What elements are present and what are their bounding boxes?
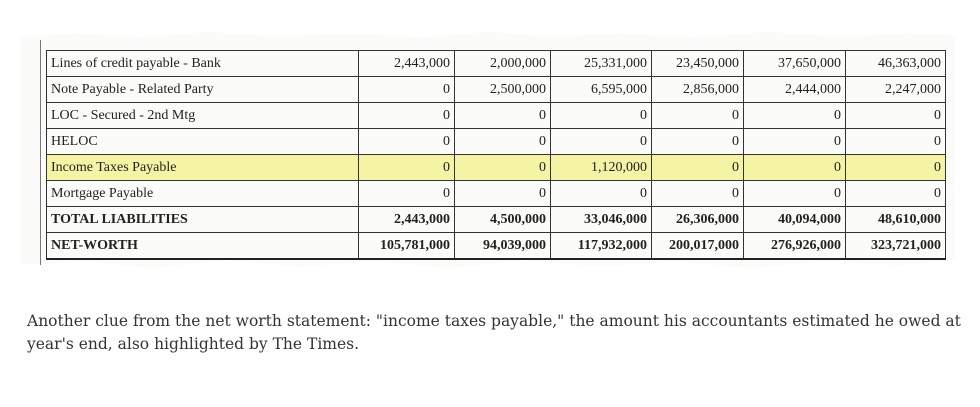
- table-body: [47, 51, 946, 260]
- row-value: 0: [846, 181, 946, 207]
- table-row: [47, 155, 946, 181]
- row-value: 0: [359, 103, 455, 129]
- caption: Another clue from the net worth statement: "income taxes payable," the amount his accountants estimated he owed at year's end, also highlighted by The Times.: [27, 312, 961, 353]
- row-value: 0: [455, 129, 551, 155]
- row-value: 276,926,000: [744, 233, 846, 260]
- row-value: 0: [359, 181, 455, 207]
- row-label: NET-WORTH: [47, 233, 359, 260]
- row-value: 2,444,000: [744, 77, 846, 103]
- table-row: [47, 77, 946, 103]
- row-value: 2,443,000: [359, 51, 455, 77]
- row-label: LOC - Secured - 2nd Mtg: [47, 103, 359, 129]
- row-value: 2,247,000: [846, 77, 946, 103]
- row-value: 0: [652, 181, 744, 207]
- row-value: 0: [846, 129, 946, 155]
- row-value: 0: [846, 155, 946, 181]
- row-value: 117,932,000: [551, 233, 652, 260]
- row-value: 46,363,000: [846, 51, 946, 77]
- row-value: 323,721,000: [846, 233, 946, 260]
- table-row: [47, 103, 946, 129]
- row-value: 26,306,000: [652, 207, 744, 233]
- row-label: Mortgage Payable: [47, 181, 359, 207]
- row-label: Lines of credit payable - Bank: [47, 51, 359, 77]
- net-worth-table: [46, 50, 946, 260]
- row-value: 0: [551, 129, 652, 155]
- row-value: 200,017,000: [652, 233, 744, 260]
- row-value: 0: [359, 77, 455, 103]
- row-value: 0: [359, 129, 455, 155]
- row-value: 2,443,000: [359, 207, 455, 233]
- row-value: 0: [455, 155, 551, 181]
- row-value: 23,450,000: [652, 51, 744, 77]
- row-label: HELOC: [47, 129, 359, 155]
- table-row: [47, 233, 946, 260]
- row-value: 25,331,000: [551, 51, 652, 77]
- table-row: [47, 181, 946, 207]
- row-value: 105,781,000: [359, 233, 455, 260]
- row-value: 37,650,000: [744, 51, 846, 77]
- row-value: 0: [652, 155, 744, 181]
- row-value: 0: [551, 181, 652, 207]
- row-value: 2,856,000: [652, 77, 744, 103]
- row-value: 0: [744, 181, 846, 207]
- row-label: Income Taxes Payable: [47, 155, 359, 181]
- row-value: 2,000,000: [455, 51, 551, 77]
- row-value: 40,094,000: [744, 207, 846, 233]
- row-value: 1,120,000: [551, 155, 652, 181]
- row-value: 2,500,000: [455, 77, 551, 103]
- row-label: TOTAL LIABILITIES: [47, 207, 359, 233]
- row-value: 0: [455, 181, 551, 207]
- row-label: Note Payable - Related Party: [47, 77, 359, 103]
- row-value: 0: [551, 103, 652, 129]
- table-row: [47, 129, 946, 155]
- row-value: 94,039,000: [455, 233, 551, 260]
- margin-line: [40, 40, 41, 265]
- row-value: 0: [744, 129, 846, 155]
- row-value: 0: [359, 155, 455, 181]
- table-row: [47, 207, 946, 233]
- row-value: 33,046,000: [551, 207, 652, 233]
- row-value: 0: [652, 129, 744, 155]
- row-value: 0: [652, 103, 744, 129]
- row-value: 0: [744, 103, 846, 129]
- table-row: [47, 51, 946, 77]
- row-value: 0: [455, 103, 551, 129]
- row-value: 48,610,000: [846, 207, 946, 233]
- row-value: 4,500,000: [455, 207, 551, 233]
- row-value: 0: [846, 103, 946, 129]
- row-value: 6,595,000: [551, 77, 652, 103]
- row-value: 0: [744, 155, 846, 181]
